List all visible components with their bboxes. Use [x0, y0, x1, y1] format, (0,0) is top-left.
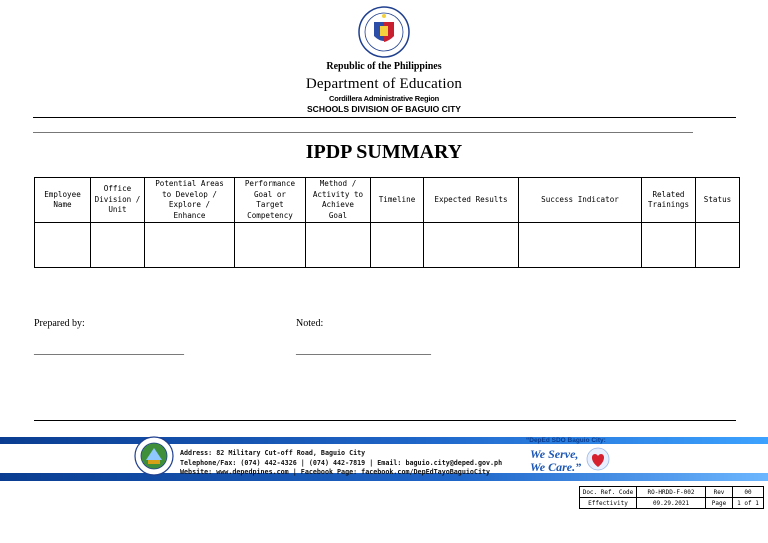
table-row [580, 487, 764, 498]
column-header: Office Division / Unit [91, 178, 145, 223]
table-cell[interactable] [235, 223, 306, 268]
column-header: Success Indicator [519, 178, 642, 223]
footer-contact-block [180, 449, 502, 478]
heart-hands-icon [586, 447, 610, 473]
column-header: Related Trainings [642, 178, 696, 223]
column-header: Expected Results [424, 178, 519, 223]
prepared-by-label: Prepared by: [34, 318, 85, 329]
header-divider-secondary [33, 132, 693, 133]
ipdp-summary-table [34, 177, 740, 268]
footer-slogan-care: We Care.” [530, 460, 582, 474]
doc-ref-label: Doc. Ref. Code [580, 487, 637, 498]
footer-address: Address: 82 Military Cut-off Road, Baguio City [180, 449, 366, 457]
table-cell[interactable] [91, 223, 145, 268]
column-header: Timeline [371, 178, 424, 223]
table-cell[interactable] [519, 223, 642, 268]
rev-value: 00 [733, 487, 764, 498]
table-cell[interactable] [424, 223, 519, 268]
column-header: Performance Goal or Target Competency [235, 178, 306, 223]
table-row [580, 498, 764, 509]
header-divider [33, 117, 736, 118]
effectivity-value: 09.29.2021 [637, 498, 706, 509]
table-cell[interactable] [306, 223, 371, 268]
page-title: IPDP SUMMARY [305, 141, 463, 163]
table-cell[interactable] [696, 223, 740, 268]
page-label: Page [706, 498, 733, 509]
column-header: Status [696, 178, 740, 223]
republic-label: Republic of the Philippines [326, 61, 442, 72]
footer-phone-email: Telephone/Fax: (074) 442-4326 | (074) 442-7819 | Email: baguio.city@deped.gov.ph [180, 458, 503, 467]
region-label: Cordillera Administrative Region [328, 94, 439, 103]
doc-ref-value: RO-HRDD-F-002 [637, 487, 706, 498]
footer-tagline: “DepEd SDO Baguio City: [526, 437, 606, 444]
footer-divider [34, 420, 736, 421]
column-header: Employee Name [35, 178, 91, 223]
footer-stripe-top [0, 437, 768, 444]
table-cell[interactable] [642, 223, 696, 268]
document-control-table [579, 486, 764, 509]
department-name: Department of Education [305, 76, 463, 92]
noted-signature-line[interactable]: ___________________________ [296, 345, 431, 356]
column-header: Potential Areas to Develop / Explore / Enhance [145, 178, 235, 223]
table-cell[interactable] [35, 223, 91, 268]
table-header-row [35, 178, 740, 223]
rev-label: Rev [706, 487, 733, 498]
table-cell[interactable] [145, 223, 235, 268]
footer-slogan-serve: We Serve, [530, 447, 579, 461]
noted-label: Noted: [296, 318, 324, 329]
prepared-by-signature-line[interactable]: ______________________________ [34, 345, 184, 356]
column-header: Method / Activity to Achieve Goal [306, 178, 371, 223]
table-cell[interactable] [371, 223, 424, 268]
footer-website: Website: www.depedpines.com | Facebook Page: facebook.com/DepEdTayoBaguioCity [180, 468, 491, 476]
effectivity-label: Effectivity [580, 498, 637, 509]
deped-seal-logo [358, 6, 410, 58]
division-label: SCHOOLS DIVISION OF BAGUIO CITY [307, 104, 461, 114]
table-row [35, 223, 740, 268]
page-value: 1 of 1 [733, 498, 764, 509]
sdo-baguio-seal-logo [134, 436, 174, 476]
